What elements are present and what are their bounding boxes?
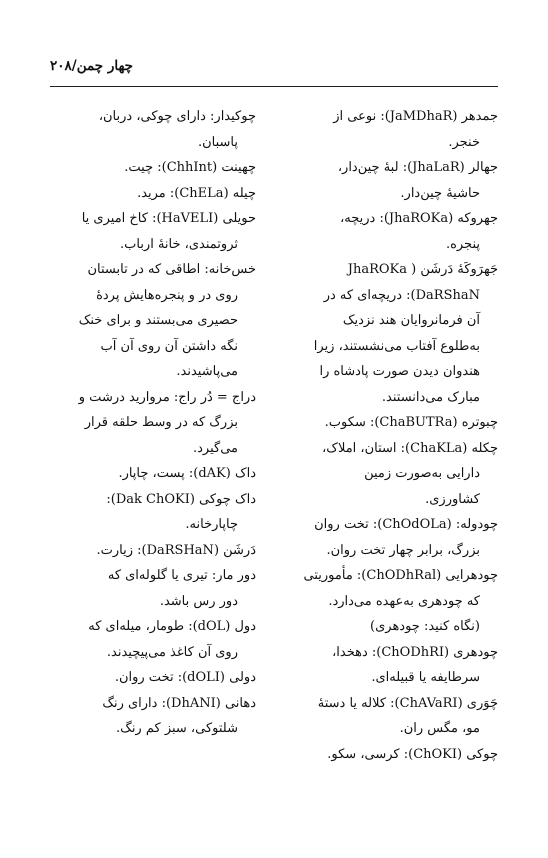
glossary-entry: [41, 691, 256, 742]
glossary-entry: [41, 385, 256, 462]
entry-continuation: هندوان دیدن صورت پادشاه را: [319, 364, 480, 379]
glossary-column-left: [41, 104, 256, 742]
entry-headline: دولی (dOLI): تخت روان.: [114, 670, 256, 685]
entry-continuation: (نگاه کنید: چودهری): [370, 619, 480, 634]
glossary-entry: [41, 538, 256, 564]
glossary-entry: [298, 436, 498, 513]
entry-headline: جَهرَوکَهٔ دَرشَن‌ ( JhaROKa: [347, 262, 498, 277]
entry-continuation: چاپارخانه.: [185, 517, 238, 532]
glossary-entry: [41, 206, 256, 257]
entry-continuation: آن فرمانروایان هند نزدیک: [342, 313, 480, 328]
entry-headline: چوکیدار: دارای چوکی، دربان،: [98, 109, 256, 124]
glossary-entry: [41, 614, 256, 665]
entry-headline: داک چوکی (Dak ChOKI):: [106, 491, 256, 507]
entry-headline: دَرشَن‌ (DaRSHaN): زیارت.: [96, 542, 256, 558]
entry-continuation: سرطایفه یا قبیله‌ای.: [371, 670, 480, 685]
entry-headline: دور مار: تیری یا گلوله‌ای که: [107, 568, 256, 583]
entry-continuation: می‌پاشیدند.: [176, 364, 238, 379]
entry-continuation: مبارک می‌دانستند.: [381, 389, 480, 405]
entry-headline: چودهری (ChODhRI): دهخدا،: [332, 644, 498, 660]
entry-headline: خس‌خانه: اطاقی که در تابستان: [87, 262, 256, 277]
glossary-entry: [41, 461, 256, 487]
entry-headline: چوکی (ChOKI): کرسی، سکو.: [327, 746, 498, 762]
entry-continuation: حاشیهٔ چین‌دار.: [400, 185, 480, 201]
entry-continuation: روی آن کاغذ می‌پیچیدند.: [106, 644, 238, 660]
glossary-entry: [298, 155, 498, 206]
running-header-title: چهار چمن/۲۰۸: [50, 58, 134, 74]
entry-headline: جهروکه (JhaROKa): دریچه،: [340, 211, 498, 226]
entry-continuation: کشاورزی.: [425, 491, 480, 507]
glossary-entry: [298, 206, 498, 257]
entry-headline: چبوتره (ChaBUTRa): سکوب.: [324, 415, 498, 430]
entry-headline: چودوله: (ChOdOLa): تخت روان: [314, 517, 498, 532]
glossary-entry: [298, 563, 498, 640]
glossary-entry: [41, 487, 256, 538]
entry-headline: داک (dAK): پست، چاپار.: [118, 466, 256, 481]
entry-continuation: پاسبان.: [197, 134, 238, 150]
entry-continuation: مو، مگس ران.: [399, 721, 480, 736]
entry-headline: چهینت (ChhInt): چیت.: [124, 160, 256, 175]
entry-continuation: می‌گیرد.: [192, 440, 238, 456]
entry-headline: دهانی (DhANI): دارای رنگ: [102, 695, 256, 711]
entry-headline: جهالر (JhaLaR): لبهٔ چین‌دار،: [337, 160, 498, 175]
glossary-entry: [298, 257, 498, 410]
glossary-entry: [41, 181, 256, 207]
entry-continuation: نگه داشتن آن روی آن آب: [100, 338, 238, 354]
entry-continuation: حصیری می‌بستند و برای خنک: [78, 313, 238, 328]
entry-headline: چودهرایی (ChODhRal): مأموریتی: [303, 568, 498, 583]
header-rule: [50, 86, 498, 87]
glossary-entry: [41, 563, 256, 614]
glossary-entry: [41, 257, 256, 385]
glossary-entry: [298, 512, 498, 563]
page-header: [50, 58, 498, 74]
glossary-entry: [298, 640, 498, 691]
entry-continuation: دور رس باشد.: [159, 593, 238, 609]
entry-headline: جمدهر (JaMDhaR): نوعی از: [333, 109, 498, 124]
entry-headline: چیله (ChELa): مرید.: [137, 185, 256, 201]
entry-headline: دول (dOL): طومار، میله‌ای که: [88, 619, 256, 634]
entry-continuation: ثروتمندی، خانهٔ ارباب.: [119, 236, 238, 252]
entry-continuation: دارایی به‌صورت زمین: [364, 466, 480, 481]
entry-continuation: بزرگ که در وسط حلقه قرار: [84, 415, 238, 430]
glossary-column-right: [298, 104, 498, 767]
glossary-entry: [41, 155, 256, 181]
entry-headline: حویلی (HaVELI): کاخ امیری یا: [81, 211, 256, 226]
entry-continuation: که چودهری به‌عهده می‌دارد.: [328, 593, 480, 609]
entry-continuation: پنجره.: [445, 236, 480, 252]
entry-continuation: به‌طلوع آفتاب می‌نشستند، زیرا: [313, 338, 480, 354]
entry-continuation: بزرگ، برابر چهار تخت روان.: [326, 542, 480, 558]
entry-continuation: خنجر.: [448, 134, 480, 150]
entry-continuation: روی در و پنجره‌هایش پردهٔ: [96, 287, 238, 303]
entry-headline: دراج = دُر راج: مروارید درشت و: [78, 389, 256, 405]
entry-headline: چکله (ChaKLa): استان، املاک،: [322, 440, 498, 456]
entry-headline: چَوَری (ChAVaRI): کلاله یا دستهٔ: [317, 695, 498, 711]
entry-continuation: شلتوکی، سبز کم رنگ.: [116, 721, 238, 736]
glossary-entry: [41, 104, 256, 155]
glossary-entry: [298, 410, 498, 436]
glossary-entry: [298, 104, 498, 155]
entry-continuation: DaRShaN): دریچه‌ای که در: [323, 287, 480, 303]
glossary-entry: [41, 665, 256, 691]
glossary-entry: [298, 742, 498, 768]
glossary-entry: [298, 691, 498, 742]
